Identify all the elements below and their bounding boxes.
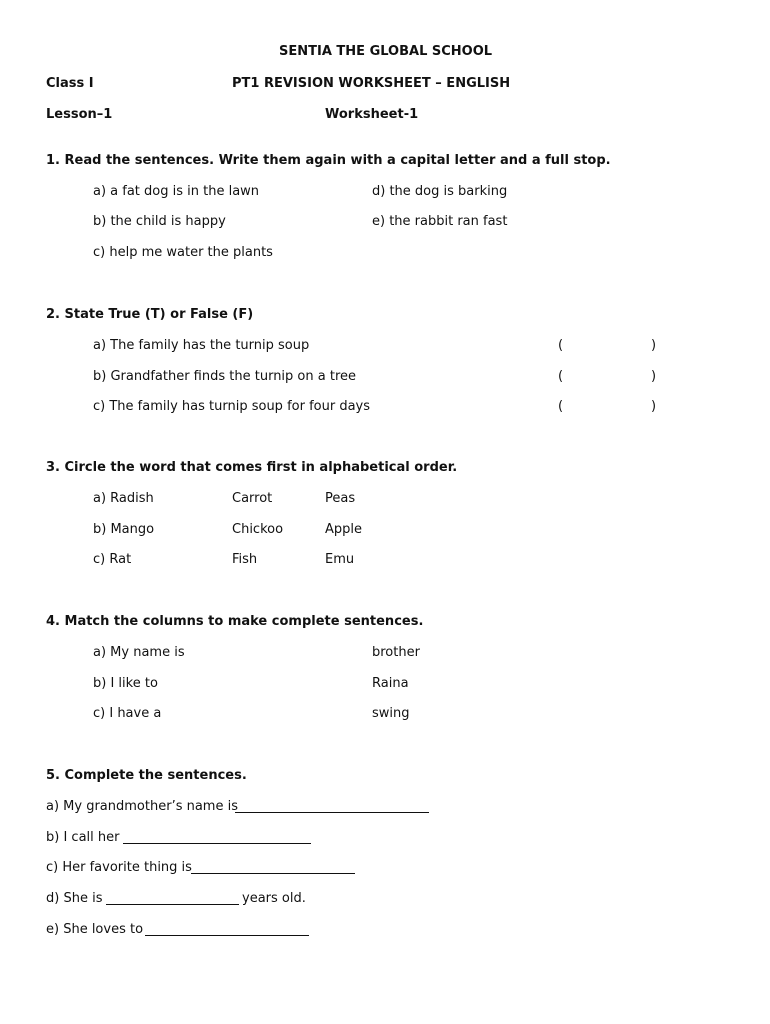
class-label: Class I (46, 76, 94, 91)
q2-statement: a) The family has the turnip soup (93, 338, 310, 353)
q5-prompt: b) I call her (46, 830, 120, 845)
q3-word: b) Mango (93, 522, 155, 537)
lesson-label: Lesson–1 (46, 107, 113, 122)
q5-prompt: a) My grandmother’s name is (46, 799, 238, 814)
q4-right-item: swing (372, 706, 410, 721)
q2-close-paren: ) (651, 399, 657, 414)
q1-item-e: e) the rabbit ran fast (372, 214, 508, 229)
q3-word: Emu (325, 552, 355, 567)
q5-heading: 5. Complete the sentences. (46, 768, 247, 783)
q2-close-paren: ) (651, 338, 657, 353)
q5-blank-line[interactable] (235, 812, 429, 813)
q5-blank-line[interactable] (145, 935, 309, 936)
q1-item-a: a) a fat dog is in the lawn (93, 184, 260, 199)
q3-word: a) Radish (93, 491, 154, 506)
q5-suffix: years old. (242, 891, 306, 906)
q5-blank-line[interactable] (191, 873, 355, 874)
q4-left-item: b) I like to (93, 676, 158, 691)
q2-open-paren: ( (558, 399, 564, 414)
q2-heading: 2. State True (T) or False (F) (46, 307, 254, 322)
q2-statement: b) Grandfather finds the turnip on a tree (93, 369, 357, 384)
q5-blank-line[interactable] (123, 843, 311, 844)
school-name: SENTIA THE GLOBAL SCHOOL (279, 44, 493, 59)
q5-blank-line[interactable] (106, 904, 239, 905)
q3-word: Chickoo (232, 522, 284, 537)
q3-word: c) Rat (93, 552, 132, 567)
q2-close-paren: ) (651, 369, 657, 384)
q1-heading: 1. Read the sentences. Write them again with a capital letter and a full stop. (46, 153, 611, 168)
q4-left-item: c) I have a (93, 706, 162, 721)
q2-open-paren: ( (558, 338, 564, 353)
q5-prompt: e) She loves to (46, 922, 144, 937)
q3-word: Fish (232, 552, 258, 567)
worksheet-title: PT1 REVISION WORKSHEET – ENGLISH (232, 76, 511, 91)
q2-statement: c) The family has turnip soup for four days (93, 399, 371, 414)
q3-word: Apple (325, 522, 363, 537)
q1-item-d: d) the dog is barking (372, 184, 508, 199)
worksheet-number: Worksheet-1 (325, 107, 419, 122)
q2-open-paren: ( (558, 369, 564, 384)
q3-heading: 3. Circle the word that comes first in alphabetical order. (46, 460, 458, 475)
q3-word: Peas (325, 491, 356, 506)
q1-item-b: b) the child is happy (93, 214, 226, 229)
q4-heading: 4. Match the columns to make complete sentences. (46, 614, 424, 629)
q5-prompt: c) Her favorite thing is (46, 860, 192, 875)
q4-right-item: brother (372, 645, 420, 660)
q4-right-item: Raina (372, 676, 409, 691)
q1-item-c: c) help me water the plants (93, 245, 273, 260)
q5-prompt: d) She is (46, 891, 103, 906)
q3-word: Carrot (232, 491, 273, 506)
q4-left-item: a) My name is (93, 645, 185, 660)
